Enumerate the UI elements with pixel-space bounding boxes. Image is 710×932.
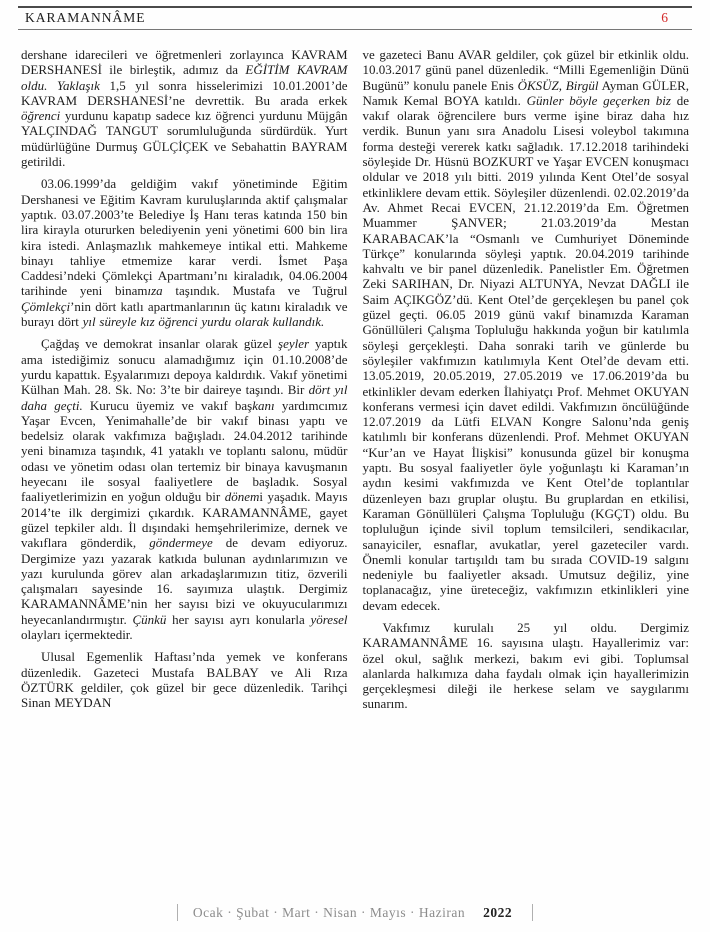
- page-header: [18, 6, 692, 30]
- footer-months: Ocak · Şubat · Mart · Nisan · Mayıs · Haziran: [192, 904, 466, 920]
- footer-year: 2022: [483, 904, 513, 920]
- text-column-left: [21, 47, 348, 892]
- page-footer: [0, 904, 710, 921]
- paragraph: Çağdaş ve demokrat insanlar olarak güzel şeyler yaptık ama istediğimiz sonucu alamadığımız için 01.10.2008’de yurdu kapattık. Eşyalarımızı depoya kaldırdık. Vakıf yönetimi Külhan Mah. 28. Sk. No: 3’te bir daireye taşındı. Bir dört yıl daha geçti. Kurucu üyemiz ve vakıf başkanı yardımcımız Yaşar Evcen, Yenimahalle’de bir vakıf binası yaptı ve bedelsiz olarak vakfımıza bağışladı. 24.04.2012 tarihinde yeni binamıza taşındık, 41 yataklı ve toplantı salonu, müdür odası ve yönetim odası olan tertemiz bir binaya kavuşmanın heyecanı ile sosyal faaliyetlere de başladık. Sosyal faaliyetlerimizin en yoğun olduğu bir dönemi yaşadık. Mayıs 2014’te ilk dergimizi çıkardık. KARAMANNÂME, gayet güzel tepkiler aldı. İl dışındaki hemşehrilerimize, dernek ve vakıflara gönderdik, göndermeye de devam ediyoruz. Dergimize yazı yazarak katkıda bulunan aydınlarımızın ve yazı kurulunda görev alan arkadaşlarımızın titiz, özverili çalışmaları sayesinde 16. sayımıza ulaştık. Dergimiz KARAMANNÂME’nin her sayısı bizi ve okuyucularımızı heyecanlandırmıştır. Çünkü her sayısı ayrı konularla yöresel olayları içermektedir.: [21, 336, 348, 642]
- paragraph: 03.06.1999’da geldiğim vakıf yönetiminde Eğitim Dershanesi ve Eğitim Kavram kuruluşlarında aktif çalışmalar yaptık. 03.07.2003’te Belediye İş Hanı teras katında 150 bin lira kirayla otururken belediyenin yeni yönetimi 600 bin lira kira istedi. Anlaşmazlık mahkemeye intikal etti. Mahkeme binayı tahliye etmemize karar verdi. İsmet Paşa Caddesi’ndeki Çömlekçi Apartmanı’nı kiraladık, 04.06.2004 tarihinde yeni binamıza taşındık. Mustafa ve Tuğrul Çömlekçi’nin dört katlı apartmanlarının üç katını kiraladık ve burayı dört yıl süreyle kız öğrenci yurdu olarak kullandık.: [21, 176, 348, 330]
- paragraph: dershane idarecileri ve öğretmenleri zorlayınca KAVRAM DERSHANESİ ile birleştik, adımız da EĞİTİM KAVRAM oldu. Yaklaşık 1,5 yıl sonra hisselerimizi 10.01.2001’de KAVRAM DERSHANESİ’ne devrettik. Bu arada erkek öğrenci yurdunu kapatıp sadece kız öğrenci yurdunu Müjgân YALÇINDAĞ TANGUT sorumluluğunda sürdürdük. Yurt müdürlüğüne Durmuş GÜLÇİÇEK ve Sebahattin BAYRAM getirildi.: [21, 47, 348, 170]
- footer-rule-left: [177, 904, 178, 921]
- paragraph: Ulusal Egemenlik Haftası’nda yemek ve konferans düzenledik. Gazeteci Mustafa BALBAY ve Ali Rıza ÖZTÜRK geldiler, çok güzel bir gece düzenledik. Tarihçi Sinan MEYDAN: [21, 649, 348, 711]
- journal-title: KARAMANNÂME: [25, 10, 146, 25]
- footer-rule-right: [532, 904, 533, 921]
- paragraph: Vakfımız kurulalı 25 yıl oldu. Dergimiz KARAMANNÂME 16. sayısına ulaştı. Hayallerimiz var: özel okul, sağlık merkezi, bakım evi gibi. Toplumsal alanlarda halkımıza daha faydalı olmak için hayallerimizin gerçekleşmesi dileği ile herkese selam ve saygılarımı sunarım.: [362, 619, 689, 712]
- paragraph: ve gazeteci Banu AVAR geldiler, çok güzel bir etkinlik oldu. 10.03.2017 günü panel düzenledik. “Milli Egemenliğin Dünü Bugünü” konulu panele Enis ÖKSÜZ, Birgül Ayman GÜLER, Namık Kemal BOYA katıldı. Günler böyle geçerken biz de vakıf olarak öğrencilere burs verme işine biraz daha hız verdik. Bunun yanı sıra Anadolu Lisesi voleybol takımına forma desteği vererek katkı sağladık. 17.12.2018 tarihindeki söyleşide Dr. Hüsnü BOZKURT ve Yaşar EVCEN konuşmacı oldular ve 2018 yılı bitti. 2019 yılında Kent Otel’de sosyal etkinliklere devam ettik. Söyleşiler düzenlendi. 02.02.2019’da Av. Ahmet Recai EVCEN, 21.12.2019’da Em. Öğretmen Muammer ŞANVER; 21.03.2019’da Mestan KARABACAK’la “Osmanlı ve Cumhuriyet Döneminde Türkçe” konularında söyleşi yaptık. 20.04.2019 tarihinde kahvaltı ve bir panel düzenledik. Panelistler Em. Öğretmen Zeki SARIHAN, Dr. Niyazi ALTUNYA, Nevzat DAĞLI ile Saim AÇIKGÖZ’dü. Kent Otel’de gerçekleşen bu panel çok güzel geçti. 06.05 2019 günü vakıf binamızda Karaman Gönüllüleri Çalışma Topluluğu hakkında yoğun bir katılımla söyleşi gerçekleşti. Daha sonraki tarih ve günlerde bu söyleşiler vakfımızın katılımıyla Kent Otel’de devam etti. 13.05.2019, 20.05.2019, 27.05.2019 ve 17.06.2019’da bu etkinlikler devam ederken İlahiyatçı Prof. Mehmet OKUYAN konferans vermesi için davet edildi. Vakfımızın öncülüğünde 12.07.2019 da Lütfi ELVAN Kongre Salonu’nda geniş katılımlı bir konferans düzenlendi. Prof. Mehmet OKUYAN “Kur’an ve Hayat İlişkisi” konusunda güzel bir konuşma yaptı. Bu sosyal faaliyetler öyle yoğunlaştı ki Karaman’ın aydın kesimi vakfımızda ve Kent Otel’de toplantılar düzenleyen bazı gruplar oluştu. Bu gruplardan en etkilisi, Karaman Gönüllüleri Çalışma Topluluğu (KGÇT) oldu. Bu topluluğun içinde sivil toplum temsilcileri, sendikacılar, sanayiciler, esnaflar, avukatlar, yerel gazeteciler vardı. Önemli konular tartışıldı tam bu sırada COVID-19 salgını nedeniyle bu faaliyetler aksadı. Umutsuz değiliz, yine toplanacağız, yine üreteceğiz, vakfımızın etkinlikleri yine devam edecek.: [362, 47, 689, 613]
- page-number: 6: [661, 10, 668, 25]
- body-text: [21, 47, 689, 892]
- text-column-right: [363, 47, 690, 892]
